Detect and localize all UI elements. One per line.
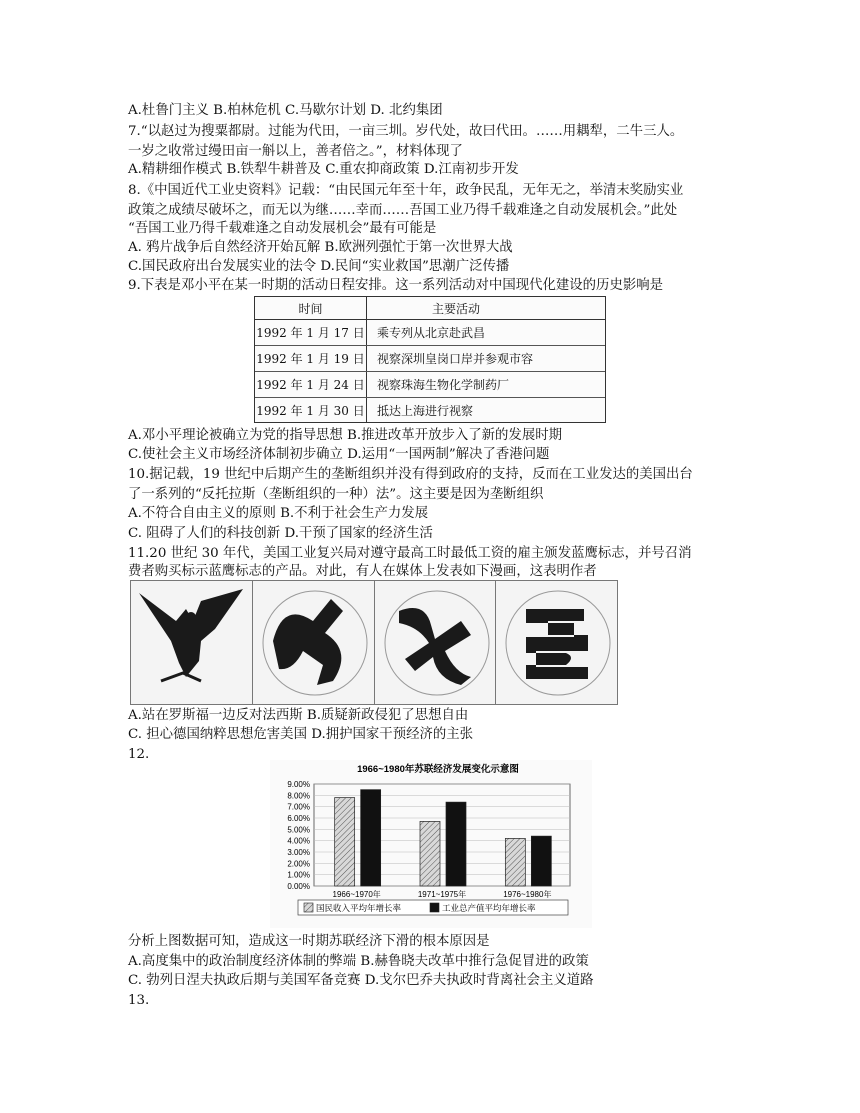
deng-schedule-table — [254, 296, 606, 423]
bar-national-income — [420, 821, 440, 886]
q10-options-ab: A.不符合自由主义的原则 B.不利于社会生产力发展 — [128, 506, 429, 521]
q11-stem-2: 费者购买标示蓝鹰标志的产品。对此，有人在媒体上发表如下漫画，这表明作者 — [128, 564, 597, 579]
y-tick-label: 6.00% — [287, 814, 310, 823]
q9-stem: 9.下表是邓小平在某一时期的活动日程安排。这一系列活动对中国现代化建设的历史影响是 — [128, 278, 664, 293]
y-tick-label: 2.00% — [287, 859, 310, 869]
table-cell-activity: 抵达上海进行视察 — [377, 404, 474, 418]
bar-industrial-output — [531, 836, 551, 886]
q12-options-cd: C. 勃列日涅夫执政后期与美国军备竞赛 D.戈尔巴乔夫执政时背离社会主义道路 — [128, 973, 594, 988]
table-row — [255, 346, 605, 372]
curling-eagle-icon — [253, 581, 375, 704]
chart-title: 1966~1980年苏联经济发展变化示意图 — [357, 764, 519, 775]
q7-stem-2: 一岁之收常过缦田亩一斛以上，善者倍之。”，材料体现了 — [128, 144, 463, 159]
table-cell-activity: 乘专列从北京赴武昌 — [377, 326, 486, 340]
q8-options-ab: A. 鸦片战争后自然经济开始瓦解 B.欧洲列强忙于第一次世界大战 — [128, 240, 513, 255]
table-cell-date: 1992 年 1 月 17 日 — [255, 320, 367, 345]
cartoon-panel-eagle-curling — [253, 581, 375, 704]
swastika-icon — [496, 581, 617, 704]
y-tick-label: 4.00% — [287, 836, 310, 846]
q9-options-ab: A.邓小平理论被确立为党的指导思想 B.推进改革开放步入了新的发展时期 — [128, 428, 562, 443]
eagle-icon — [131, 581, 253, 704]
y-tick-label: 3.00% — [287, 848, 310, 857]
q8-stem-1: 8.《中国近代工业史资料》记载：“由民国元年至十年，政争民乱，无年无之，举清末奖励实业 — [128, 183, 684, 198]
q7-options: A.精耕细作模式 B.铁犁牛耕普及 C.重农抑商政策 D.江南初步开发 — [128, 162, 519, 177]
table-header-time: 时间 — [255, 297, 367, 319]
cartoon-panel-eagle — [131, 581, 253, 704]
cartoon-panel-swastika — [496, 581, 617, 704]
table-row — [255, 398, 605, 423]
table-cell-activity: 视察深圳皇岗口岸并参观市容 — [377, 352, 534, 366]
table-cell-date: 1992 年 1 月 30 日 — [255, 398, 367, 423]
x-tick-label: 1966~1970年 — [332, 890, 381, 899]
bar-national-income — [335, 798, 355, 886]
q11-options-ab: A.站在罗斯福一边反对法西斯 B.质疑新政侵犯了思想自由 — [128, 708, 469, 723]
table-row — [255, 372, 605, 398]
table-cell-date: 1992 年 1 月 24 日 — [255, 372, 367, 397]
bar-national-income — [505, 838, 525, 886]
q8-stem-3: “吾国工业乃得千载难逢之自动发展机会”最有可能是 — [128, 221, 437, 236]
table-cell-date: 1992 年 1 月 19 日 — [255, 346, 367, 371]
x-tick-label: 1976~1980年 — [503, 890, 552, 899]
table-header — [255, 297, 605, 320]
legend-label-industrial-output: 工业总产值平均年增长率 — [442, 903, 536, 913]
q7-stem-1: 7.“以赵过为搜粟都尉。过能为代田，一亩三圳。岁代处，故曰代田。……用耦犁，二牛三人。 — [128, 124, 684, 139]
q12-stem: 分析上图数据可知，造成这一时期苏联经济下滑的根本原因是 — [128, 934, 490, 949]
q10-options-cd: C. 阻碍了人们的科技创新 D.干预了国家的经济生活 — [128, 526, 433, 541]
blue-eagle-cartoon — [130, 580, 618, 705]
table-header-activity: 主要活动 — [431, 301, 480, 316]
legend-label-national-income: 国民收入平均年增长率 — [316, 903, 402, 913]
q9-options-cd: C.使社会主义市场经济体制初步确立 D.运用“一国两制”解决了香港问题 — [128, 447, 550, 462]
table-row — [255, 320, 605, 346]
q12-options-ab: A.高度集中的政治制度经济体制的弊端 B.赫鲁晓夫改革中推行急促冒进的政策 — [128, 954, 589, 969]
soviet-economy-chart — [270, 760, 592, 928]
y-tick-label: 8.00% — [287, 791, 310, 801]
q10-stem-2: 了一系列的“反托拉斯（垄断组织的一种）法”。这主要是因为垄断组织 — [128, 487, 544, 502]
y-tick-label: 1.00% — [287, 870, 310, 880]
chart-plot-area — [287, 780, 570, 915]
table-cell-activity: 视察珠海生物化学制药厂 — [377, 378, 510, 392]
q11-stem-1: 11.20 世纪 30 年代，美国工业复兴局对遵守最高工时最低工资的雇主颁发蓝鹰标志，并号召消 — [128, 546, 692, 561]
x-tick-label: 1971~1975年 — [417, 890, 467, 899]
y-tick-label: 5.00% — [287, 825, 310, 835]
legend-swatch-industrial-output — [430, 903, 439, 912]
q6-options: A.杜鲁门主义 B.柏林危机 C.马歇尔计划 D. 北约集团 — [128, 103, 443, 118]
bar-industrial-output — [446, 802, 466, 886]
q10-stem-1: 10.据记载，19 世纪中后期产生的垄断组织并没有得到政府的支持，反而在工业发达的美国出台 — [128, 467, 693, 482]
q12-number: 12. — [128, 747, 150, 762]
twisting-eagle-icon — [375, 581, 497, 704]
bar-industrial-output — [361, 790, 381, 886]
y-tick-label: 7.00% — [287, 802, 310, 812]
q13-number: 13. — [128, 993, 150, 1008]
legend-swatch-national-income — [304, 903, 313, 912]
q11-options-cd: C. 担心德国纳粹思想危害美国 D.拥护国家干预经济的主张 — [128, 727, 474, 742]
cartoon-panel-eagle-twisting — [375, 581, 497, 704]
q8-stem-2: 政策之成绩尽破坏之，而无以为继……幸而……吾国工业乃得千载难逢之自动发展机会。”此处 — [128, 203, 678, 218]
y-tick-label: 0.00% — [287, 882, 310, 891]
y-tick-label: 9.00% — [287, 780, 310, 789]
q8-options-cd: C.国民政府出台发展实业的法令 D.民间“实业救国”思潮广泛传播 — [128, 259, 510, 274]
